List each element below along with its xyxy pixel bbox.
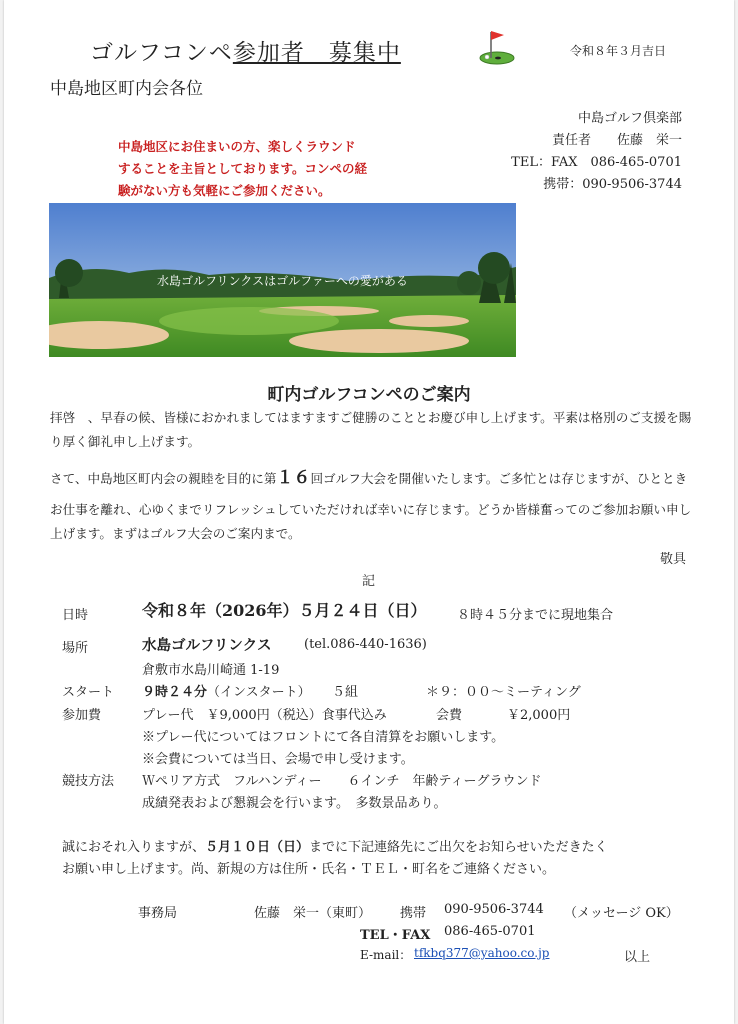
organizer-tel-fax: TEL：FAX 086-465-0701	[511, 155, 682, 170]
greeting-paragraph: 拝啓 、早春の候、皆様におかれましてはますますご健勝のこととお慶び申し上げます。平素は格別のご支援を賜り厚く御礼申し上げます。	[50, 410, 692, 449]
play-fee: プレー代 ￥9,000円（税込）食事代込み	[142, 708, 387, 723]
method-label: 競技方法	[62, 774, 115, 789]
notice-line: することを主旨としております。コンペの経	[118, 161, 368, 176]
start-type: （インスタート）	[207, 685, 311, 700]
end-mark: 以上	[624, 950, 651, 965]
contact-telfax-label: TEL・FAX	[360, 928, 431, 943]
notice-line: 中島地区にお住まいの方、楽しくラウンド	[118, 139, 356, 154]
awards-note: 成績発表および懇親会を行います。 多数景品あり。	[142, 796, 447, 811]
venue-address: 倉敷市水島川崎通 1-19	[142, 663, 280, 678]
golf-course-photo	[49, 203, 516, 357]
reply-deadline: ５月１０日（日）	[205, 840, 310, 855]
addressee: 中島地区町内会各位	[50, 79, 203, 99]
competition-method: Ｗペリア方式 フルハンディー ６インチ 年齢ティーグラウンド	[142, 774, 542, 789]
organizer-responsible: 責任者 佐藤 栄一	[551, 133, 682, 148]
closing-word: 敬具	[660, 552, 687, 567]
fee-note: ※会費については当日、会場で申し受けます。	[142, 752, 414, 767]
contact-telfax: 086-465-0701	[444, 924, 536, 939]
section-heading: 町内ゴルフコンペのご案内	[267, 385, 471, 405]
reply-text: 誠におそれ入りますが、	[62, 840, 206, 855]
email-label: E-mail：	[360, 948, 412, 962]
issue-date: 令和８年３月吉日	[570, 44, 667, 58]
contact-mobile-label: 携帯	[400, 906, 427, 921]
page-title	[90, 34, 401, 67]
purpose-text: 回ゴルフ大会を開催いたします。ご多忙とは存じますが、ひととき	[310, 471, 688, 486]
ki-mark: 記	[362, 574, 376, 589]
title-underlined: 参加者 募集中	[232, 40, 401, 66]
venue-name: 水島ゴルフリンクス	[142, 637, 272, 654]
invitation-notice	[118, 136, 367, 202]
request-paragraph: お仕事を離れ、心ゆくまでリフレッシュしていただければ幸いに存じます。どうか皆様奮ってのご参加お願い申し上げます。まずはゴルフ大会のご案内まで。	[50, 502, 692, 541]
start-time: ９時２４分	[142, 685, 208, 700]
assembly-time: ８時４５分までに現地集合	[457, 608, 614, 623]
contact-mobile: 090-9506-3744	[444, 902, 544, 917]
golf-flag-icon	[477, 28, 517, 66]
photo-caption: 水島ゴルフリンクスはゴルファーへの愛がある	[157, 274, 408, 288]
reply-text: までに下記連絡先にご出欠をお知らせいただきたく	[309, 840, 608, 855]
fee-note: ※プレー代についてはフロントにて各自清算をお願いします。	[142, 730, 505, 745]
venue-tel: (tel.086-440-1636)	[304, 637, 427, 652]
purpose-paragraph	[50, 466, 700, 491]
contact-person: 佐藤 栄一（東町）	[254, 906, 372, 921]
place-label: 場所	[62, 641, 89, 656]
email-link[interactable]: tfkbq377@yahoo.co.jp	[414, 946, 550, 960]
event-date: 令和８年（2026年）５月２４日（日）	[142, 601, 427, 620]
fee-label: 参加費	[62, 708, 102, 723]
reply-line	[62, 836, 608, 855]
title-plain: ゴルフコンペ	[90, 40, 233, 66]
start-time-row	[142, 681, 311, 700]
organizer-block	[511, 108, 682, 196]
tournament-number: １６	[276, 468, 311, 488]
notice-line: 験がない方も気軽にご参加ください。	[118, 183, 331, 198]
organizer-mobile: 携帯：090-9506-3744	[543, 177, 682, 192]
reply-line: お願い申し上げます。尚、新規の方は住所・氏名・ＴＥＬ・町名をご連絡ください。	[62, 862, 555, 877]
document-page	[4, 0, 734, 1024]
start-groups: ５組	[332, 685, 359, 700]
dues-label: 会費	[436, 708, 463, 723]
date-label: 日時	[62, 608, 89, 623]
dues-amount: ￥2,000円	[507, 708, 571, 723]
office-label: 事務局	[138, 906, 178, 921]
start-label: スタート	[62, 685, 115, 700]
purpose-text: さて、中島地区町内会の親睦を目的に第	[50, 471, 277, 486]
meeting-time: ＊９：００～ミーティング	[426, 685, 581, 700]
message-ok: （メッセージ OK）	[564, 906, 679, 921]
organizer-name: 中島ゴルフ倶楽部	[577, 111, 682, 126]
